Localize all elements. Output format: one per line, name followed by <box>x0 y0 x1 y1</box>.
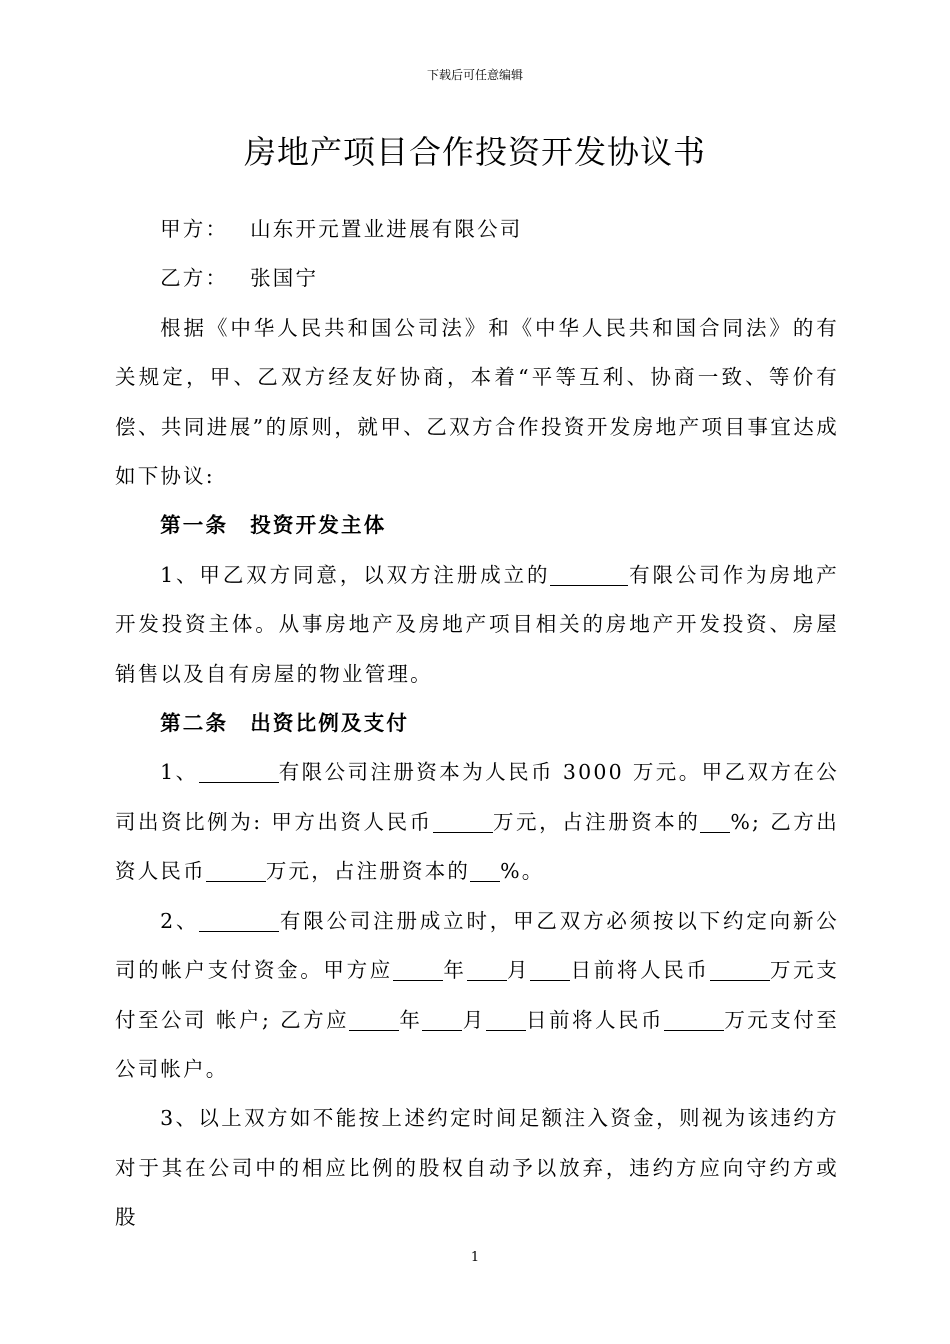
party-b-line <box>115 254 839 303</box>
document-title: 房地产项目合作投资开发协议书 <box>243 133 706 171</box>
article-1-number: 第一条 <box>160 513 229 538</box>
blank-year <box>349 1008 399 1031</box>
text-segment: 年 <box>442 958 467 983</box>
blank-amount <box>206 860 266 883</box>
text-segment: %; 乙方出资人民币 <box>115 809 839 884</box>
blank-day <box>530 959 570 982</box>
document-body <box>115 205 839 1243</box>
party-b-label: 乙方： <box>160 266 229 291</box>
article-2-clause-3: 3、以上双方如不能按上述约定时间足额注入资金，则视为该违约方对于其在公司中的相应比例的股权自动予以放弃，违约方应向守约方或股 <box>115 1106 839 1230</box>
blank-month <box>467 959 507 982</box>
blank-percent <box>470 860 500 883</box>
text-segment: 月 <box>462 1007 486 1032</box>
party-b-name: 张国宁 <box>250 266 319 291</box>
blank-year <box>393 959 443 982</box>
text-segment: 1、 <box>160 760 199 785</box>
text-segment: 有限公司作为房地产开发投资主体。从事房地产及房地产项目相关的房地产开发投资、房屋销售以及自有房屋的物业管理。 <box>115 562 839 686</box>
blank-amount <box>664 1008 724 1031</box>
text-segment: 万元，占注册资本的 <box>265 859 471 884</box>
blank-month <box>422 1008 462 1031</box>
blank-amount <box>433 810 493 833</box>
article-2-heading <box>115 699 839 748</box>
blank-amount <box>710 959 770 982</box>
text-segment: 有限公司注册成立时，甲乙双方必须按以下约定向新公司的帐户支付资金。甲方应 <box>115 908 839 983</box>
text-segment: 月 <box>506 958 531 983</box>
article-2-clause-1 <box>115 748 839 896</box>
blank-company-name <box>199 761 279 784</box>
preamble-paragraph: 根据《中华人民共和国公司法》和《中华人民共和国合同法》的有关规定，甲、乙双方经友好协商，本着“平等互利、协商一致、等价有偿、共同进展”的原则，就甲、乙双方合作投资开发房地产项目事宜达成如下协议: <box>115 315 839 489</box>
text-segment: 万元，占注册资本的 <box>492 809 701 834</box>
text-segment: 2、 <box>160 908 200 933</box>
article-1-title: 投资开发主体 <box>250 513 387 538</box>
text-segment: %。 <box>500 859 545 884</box>
text-segment: 万元支付至公司帐户。 <box>115 1007 840 1081</box>
text-segment: 有限公司注册资本为人民币 3000 万元。甲乙双方在公司出资比例为: 甲方出资人民币 <box>115 760 839 834</box>
page-header: 下载后可任意编辑 <box>426 68 523 82</box>
party-a-name: 山东开元置业进展有限公司 <box>250 217 523 241</box>
article-1-clause-1 <box>115 551 839 699</box>
text-segment: 万元支付至公司 帐户; 乙方应 <box>115 958 840 1032</box>
text-segment: 1、甲乙双方同意，以双方注册成立的 <box>160 562 551 587</box>
blank-company-name <box>199 909 279 932</box>
text-segment: 日前将人民币 <box>525 1007 665 1032</box>
page-number: 1 <box>470 1250 480 1265</box>
blank-day <box>486 1008 526 1031</box>
blank-company-name <box>550 563 628 586</box>
text-segment: 年 <box>399 1007 423 1032</box>
article-1-heading <box>115 501 839 550</box>
article-2-number: 第二条 <box>160 711 229 736</box>
article-2-clause-2 <box>115 897 839 1095</box>
party-a-label: 甲方： <box>160 217 229 241</box>
text-segment: 日前将人民币 <box>570 958 710 983</box>
article-2-title: 出资比例及支付 <box>250 711 410 736</box>
blank-percent <box>700 810 730 833</box>
party-a-line <box>115 205 839 254</box>
